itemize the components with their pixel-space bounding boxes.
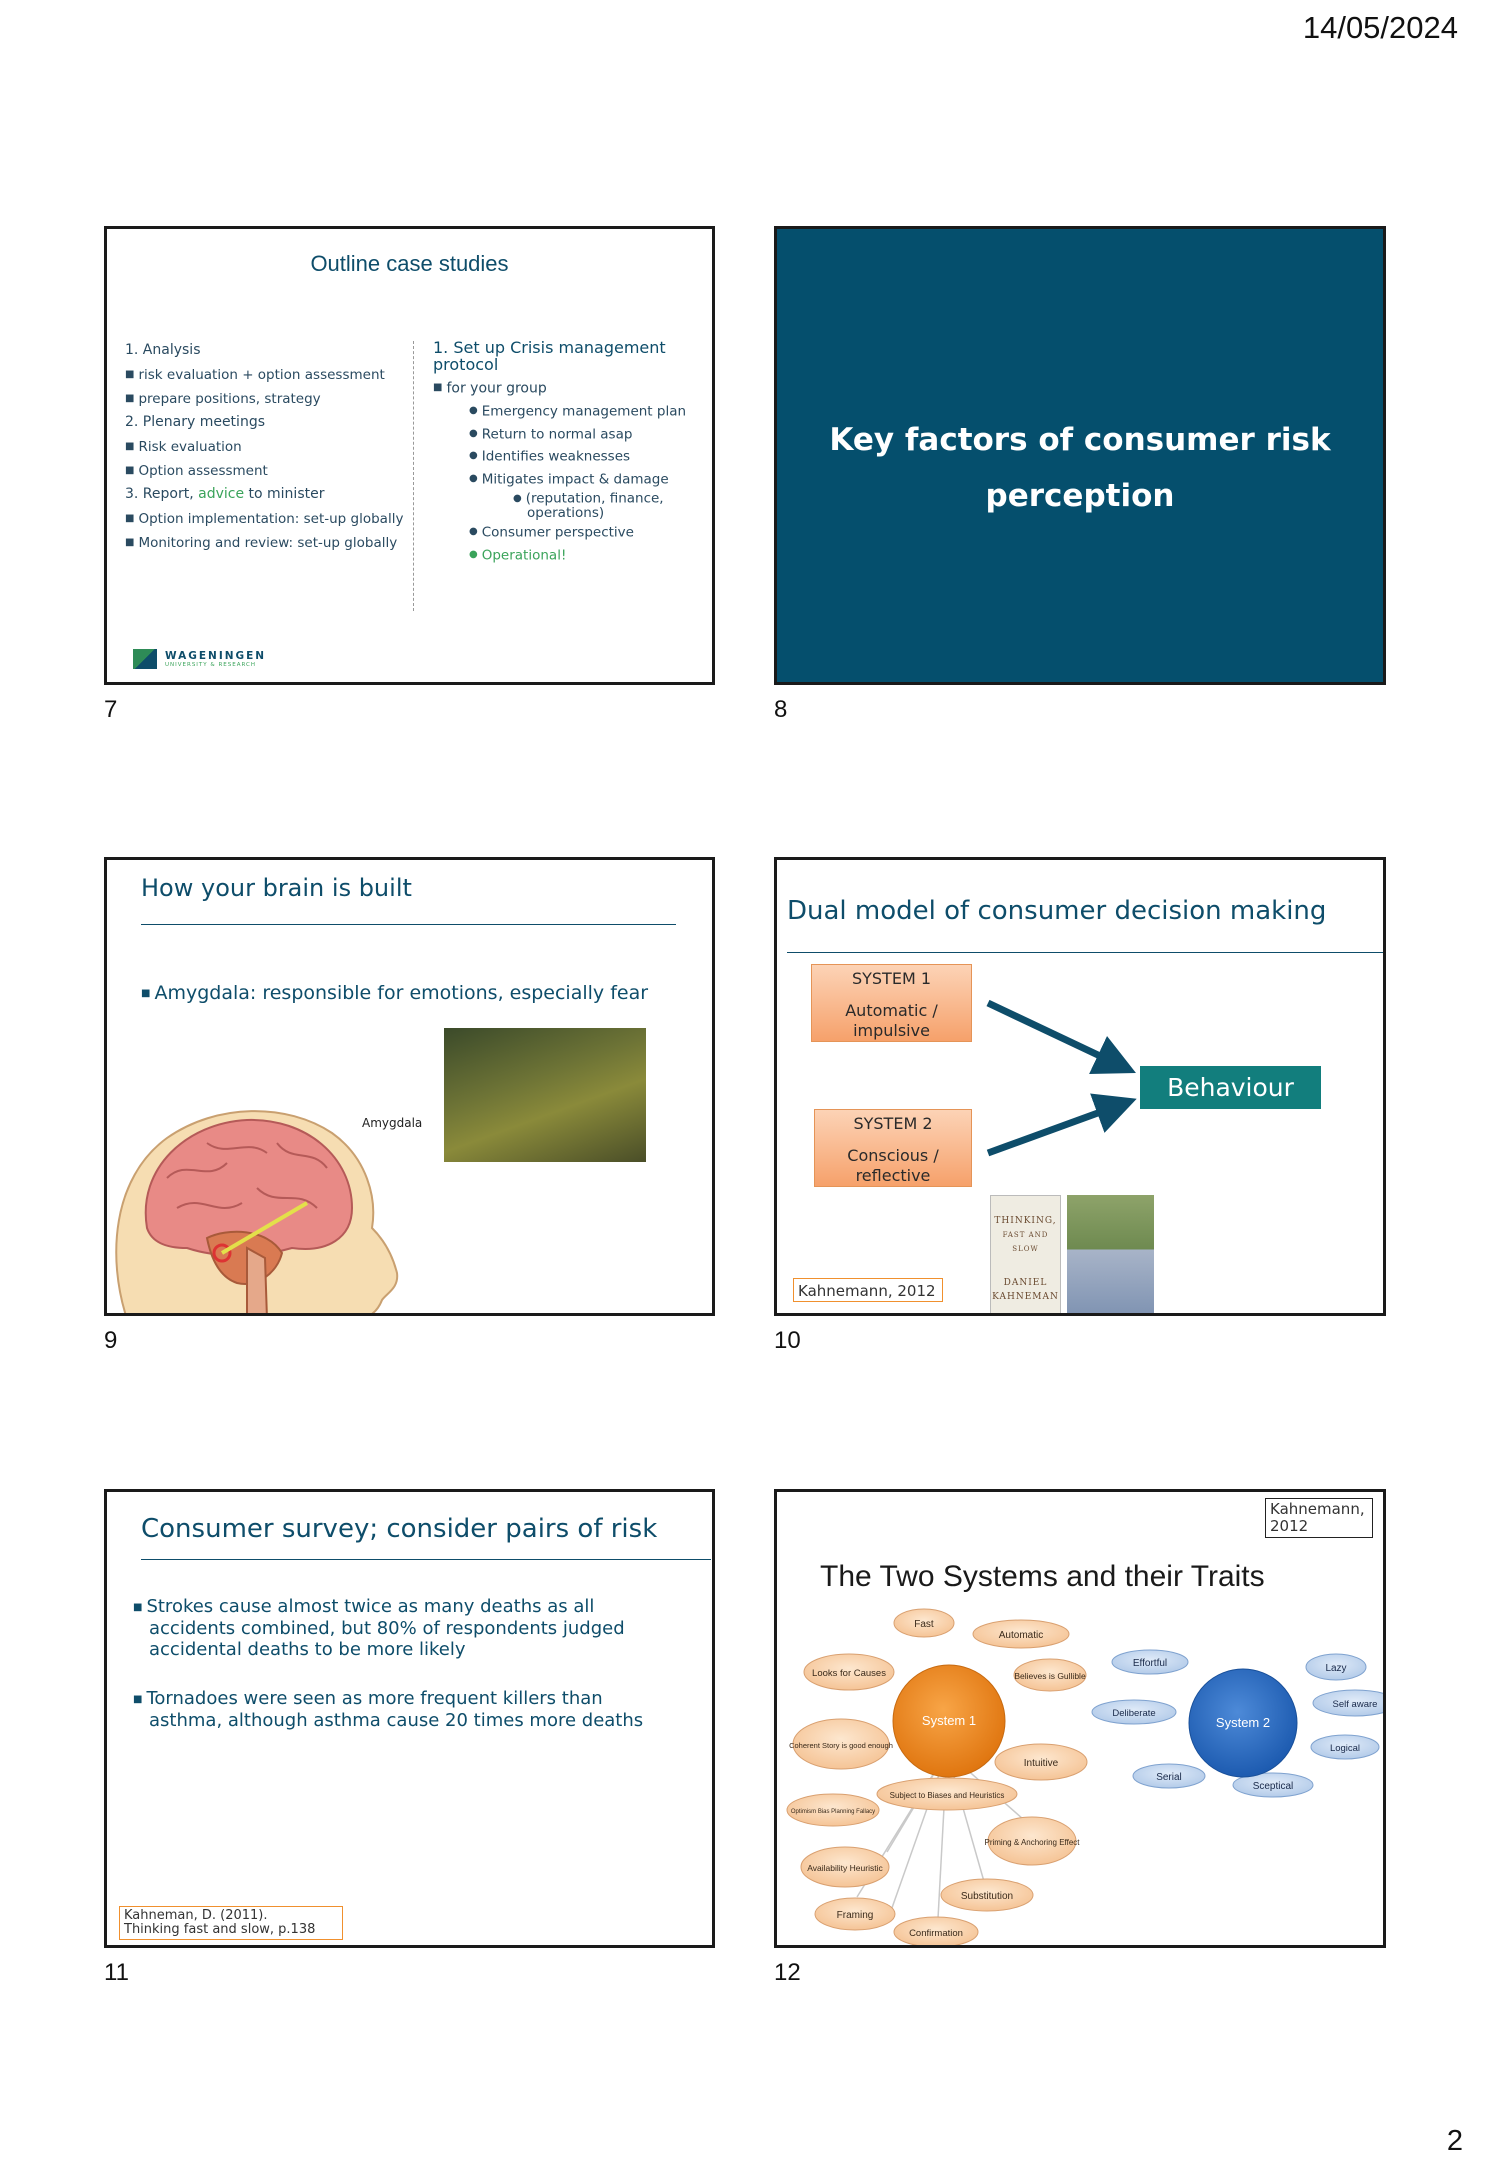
citation xyxy=(119,1906,343,1940)
list-item: 1. Analysis xyxy=(125,342,201,358)
list-item: ■ risk evaluation + option assessment xyxy=(125,366,385,383)
list-item: 3. Report, advice to minister xyxy=(125,486,325,502)
list-item: ● Mitigates impact & damage xyxy=(469,471,669,488)
citation-line: Kahnemann, xyxy=(1270,1500,1365,1518)
trait-label: Looks for Causes xyxy=(812,1668,886,1679)
trait-label: Availability Heuristic xyxy=(807,1863,883,1873)
trait-label: Believes is Gullible xyxy=(1014,1671,1086,1681)
logo-name: WAGENINGEN xyxy=(165,650,267,662)
author-photo xyxy=(1067,1195,1154,1316)
slide-title: Dual model of consumer decision making xyxy=(787,896,1327,926)
list-item: ■ for your group xyxy=(433,380,547,397)
trait-label: Framing xyxy=(836,1910,874,1921)
two-systems-diagram xyxy=(777,1492,1386,1948)
system-2-description: Conscious / reflective xyxy=(847,1146,939,1185)
system-1-description: Automatic / impulsive xyxy=(845,1001,938,1040)
logo-mark-icon xyxy=(133,649,157,669)
citation-line: 2012 xyxy=(1270,1517,1309,1535)
book-author-line1: DANIEL xyxy=(1003,1278,1048,1288)
slide-dual-model xyxy=(774,857,1386,1316)
trait-label: Subject to Biases and Heuristics xyxy=(889,1791,1005,1800)
slide-number: 9 xyxy=(104,1327,118,1354)
book-title-line1: THINKING, xyxy=(994,1216,1057,1226)
system-2-cluster xyxy=(1092,1650,1386,1797)
trait-label: Fast xyxy=(914,1619,934,1630)
crocodile-photo xyxy=(444,1028,646,1162)
trait-label: Optimism Bias Planning Fallacy xyxy=(790,1809,876,1815)
list-item: ■ Amygdala: responsible for emotions, especially fear xyxy=(141,982,649,1004)
right-column xyxy=(433,339,708,567)
citation: Kahnemann, 2012 xyxy=(793,1278,943,1302)
list-item: ● Operational! xyxy=(469,547,567,564)
trait-label: Serial xyxy=(1156,1772,1182,1783)
citation-line: Thinking fast and slow, p.138 xyxy=(124,1922,316,1937)
trait-label: Effortful xyxy=(1132,1658,1168,1669)
trait-label: Automatic xyxy=(998,1630,1044,1641)
slide-number: 12 xyxy=(774,1959,801,1986)
slide-number: 11 xyxy=(104,1959,129,1986)
slide-title: Outline case studies xyxy=(310,251,509,276)
system-2-arrow xyxy=(988,1106,1117,1153)
slide-consumer-survey xyxy=(104,1489,715,1948)
list-item: ■ Monitoring and review: set-up globally xyxy=(125,534,398,551)
trait-label: Lazy xyxy=(1325,1663,1347,1674)
trait-label: Logical xyxy=(1329,1743,1361,1754)
list-item: ■ Risk evaluation xyxy=(125,438,242,455)
title-rule xyxy=(141,1559,711,1560)
list-item: 2. Plenary meetings xyxy=(125,414,265,430)
list-item: ■ prepare positions, strategy xyxy=(125,390,321,407)
slide-number: 7 xyxy=(104,696,118,723)
trait-label: Confirmation xyxy=(909,1928,963,1939)
slide-number: 8 xyxy=(774,696,788,723)
behaviour-box: Behaviour xyxy=(1140,1066,1321,1109)
slide-brain xyxy=(104,857,715,1316)
amygdala-label: Amygdala xyxy=(362,1116,423,1130)
list-item: ● Return to normal asap xyxy=(469,425,633,442)
system-2-label: System 2 xyxy=(1215,1715,1271,1730)
list-item: ■ Option implementation: set-up globally xyxy=(125,510,404,527)
trait-label: Intuitive xyxy=(1023,1758,1059,1769)
list-item: ■ Strokes cause almost twice as many deaths as all accidents combined, but 80% of respondents judged accidental deaths to be more likely xyxy=(133,1596,625,1660)
book-author-line2: KAHNEMAN xyxy=(992,1292,1059,1302)
citation-line: Kahneman, D. (2011). xyxy=(124,1908,268,1923)
print-date: 14/05/2024 xyxy=(1302,10,1458,45)
list-item: ● Identifies weaknesses xyxy=(469,448,631,465)
list-item: ■ Tornadoes were seen as more frequent killers than asthma, although asthma cause 20 times more deaths xyxy=(133,1688,644,1731)
slide-outline-case-studies xyxy=(104,226,715,685)
trait-label: Sceptical xyxy=(1252,1781,1294,1792)
system-1-label: SYSTEM 1 xyxy=(851,969,932,988)
slide-title: Consumer survey; consider pairs of risk xyxy=(141,1514,658,1544)
slide-key-factors xyxy=(774,226,1386,685)
logo-subtitle: UNIVERSITY & RESEARCH xyxy=(165,662,256,668)
slide-title: How your brain is built xyxy=(141,874,412,902)
trait-label: Deliberate xyxy=(1112,1708,1156,1719)
system-2-label: SYSTEM 2 xyxy=(853,1114,933,1133)
column-heading: 1. Set up Crisis management protocol xyxy=(433,338,666,374)
list-item: ● Consumer perspective xyxy=(469,524,634,541)
trait-label: Substitution xyxy=(960,1891,1014,1902)
list-item: ● Emergency management plan xyxy=(469,403,687,419)
trait-label: Self aware xyxy=(1332,1699,1378,1710)
trait-label: Coherent Story is good enough xyxy=(789,1741,893,1750)
page-number: 2 xyxy=(1446,2125,1463,2157)
list-item: ■ Option assessment xyxy=(125,462,268,479)
column-divider xyxy=(413,341,414,611)
wageningen-logo xyxy=(133,649,266,669)
slide-number: 10 xyxy=(774,1327,801,1354)
system-1-label: System 1 xyxy=(921,1713,977,1728)
slide-title: The Two Systems and their Traits xyxy=(820,1560,1265,1593)
system-1-arrow xyxy=(988,1003,1117,1064)
title-rule xyxy=(141,924,676,925)
left-column xyxy=(125,339,415,555)
list-item: ● (reputation, finance, operations) xyxy=(513,490,664,522)
book-cover xyxy=(990,1195,1061,1316)
system-1-cluster xyxy=(787,1609,1087,1947)
slide-title: Key factors of consumer risk perception xyxy=(829,422,1331,514)
slide-two-systems xyxy=(774,1489,1386,1948)
book-title-line2: FAST AND SLOW xyxy=(1002,1231,1049,1253)
trait-label: Priming & Anchoring Effect xyxy=(984,1838,1080,1847)
